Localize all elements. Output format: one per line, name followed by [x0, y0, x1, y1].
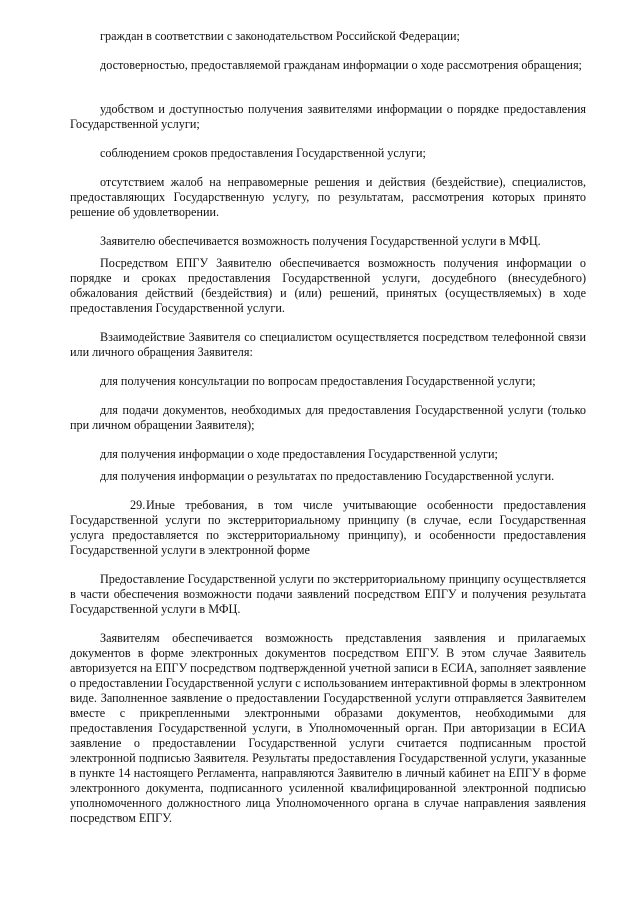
paragraph-results-info: для получения информации о результатах по предоставлению Государственной услуги. [100, 469, 555, 483]
section-29-text: Иные требования, в том числе учитывающие особенности предоставления Государственной услуги по экстерриториальному принципу (в случае, если Государственная услуга предоставляется по экстерриториальному принципу), и особенности предоставления Государственной услуги в электронной форме [70, 498, 586, 557]
paragraph-extraterritorial: Предоставление Государственной услуги по экстерриториальному принципу осуществляется в части обеспечения возможности подачи заявлений посредством ЕПГУ и получения результата Государственной услуги в МФЦ. [70, 572, 586, 616]
paragraph-no-complaints: отсутствием жалоб на неправомерные решения и действия (бездействие), специалистов, предоставляющих Государственную услугу, по результатам, рассмотрения которых принято решение об удовлетворении. [70, 175, 586, 219]
paragraph-progress-info: для получения информации о ходе предоставления Государственной услуги; [100, 447, 498, 461]
section-29-heading [70, 498, 586, 558]
paragraph-electronic-submission: Заявителям обеспечивается возможность представления заявления и прилагаемых документов в форме электронных документов посредством ЕПГУ. В этом случае Заявитель авторизуется на ЕПГУ посредством подтвержденной учетной записи в ЕСИА, заполняет заявление о предоставлении Государственной услуги с использованием интерактивной формы в электронном виде. Заполненное заявление о предоставлении Государственной услуги отправляется Заявителем вместе с прикрепленными электронными образами документов, необходимыми для предоставления Государственной услуги, в Уполномоченный орган. При авторизации в ЕСИА заявление о предоставлении Государственной услуги считается подписанным простой электронной подписью Заявителя. Результаты предоставления Государственной услуги, указанные в пункте 14 настоящего Регламента, направляются Заявителю в личный кабинет на ЕПГУ в форме электронного документа, подписанного усиленной квалифицированной электронной подписью уполномоченного должностного лица Уполномоченного органа в случае направления заявления посредством ЕПГУ. [70, 631, 586, 825]
paragraph-deadlines: соблюдением сроков предоставления Государственной услуги; [100, 146, 426, 160]
paragraph-convenience-accessibility: удобством и доступностью получения заявителями информации о порядке предоставления Государственной услуги; [70, 102, 586, 131]
section-29-number: 29. [130, 498, 146, 512]
paragraph-reliability-information: достоверностью, предоставляемой гражданам информации о ходе рассмотрения обращения; [100, 58, 582, 72]
paragraph-mfc-possibility: Заявителю обеспечивается возможность получения Государственной услуги в МФЦ. [100, 234, 541, 248]
paragraph-epgu-information: Посредством ЕПГУ Заявителю обеспечивается возможность получения информации о порядке и сроках предоставления Государственной услуги, досудебного (внесудебного) обжалования действий (бездействия) и (или) решений, принятых (осуществляемых) в ходе предоставления Государственной услуги. [70, 256, 586, 315]
paragraph-interaction: Взаимодействие Заявителя со специалистом осуществляется посредством телефонной связи или личного обращения Заявителя: [70, 330, 586, 359]
paragraph-consultation: для получения консультации по вопросам предоставления Государственной услуги; [100, 374, 536, 388]
paragraph-documents: для подачи документов, необходимых для предоставления Государственной услуги (только при личном обращении Заявителя); [70, 403, 586, 432]
paragraph-citizens-legislation: граждан в соответствии с законодательством Российской Федерации; [100, 29, 460, 43]
